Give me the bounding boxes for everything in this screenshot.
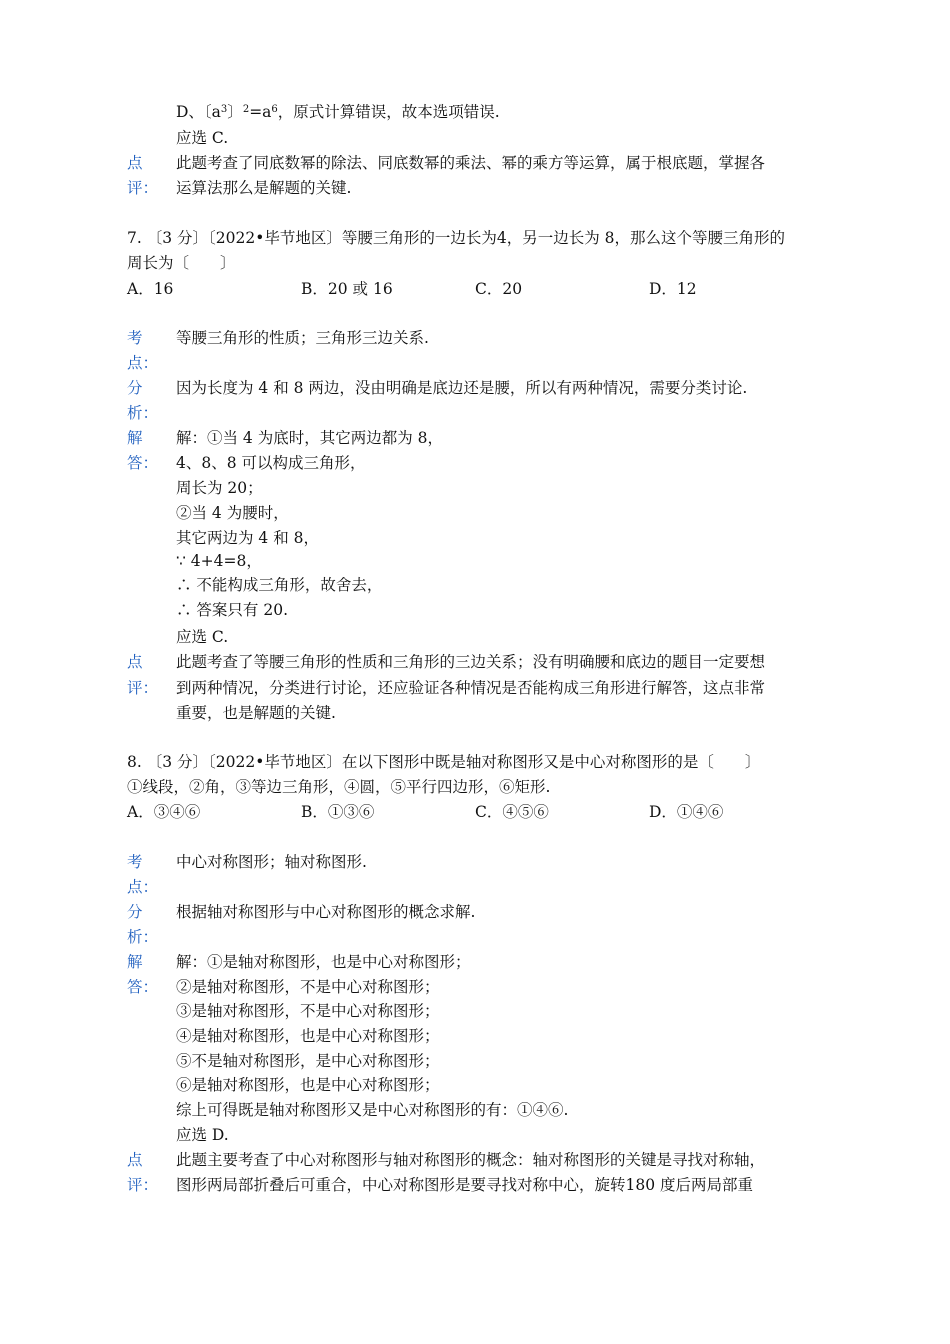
q7-comment-line: 到两种情况，分类进行讨论，还应验证各种情况是否能构成三角形进行解答，这点非常 xyxy=(176,679,766,697)
fenxi-label: 分 xyxy=(127,379,143,397)
q7-solution-line: 解：①当 4 为底时，其它两边都为 8， xyxy=(176,429,444,447)
q7-solution-line: 周长为 20； xyxy=(176,479,263,497)
kaodian-label: 点： xyxy=(127,878,159,896)
top-answer: 应选 C. xyxy=(176,129,229,147)
q8-option-a: A．③④⑥ xyxy=(127,803,201,821)
q8-solution-line: 应选 D. xyxy=(176,1126,229,1144)
comment-label: 评： xyxy=(127,179,159,197)
jieda-label: 解 xyxy=(127,953,143,971)
q8-option-d: D．①④⑥ xyxy=(649,803,724,821)
q7-solution-line: 4、8、8 可以构成三角形， xyxy=(176,454,366,472)
dianping-label: 点 xyxy=(127,653,143,671)
dianping-label: 评： xyxy=(127,1176,159,1194)
q8-solution-line: ⑥是轴对称图形，也是中心对称图形； xyxy=(176,1076,440,1094)
jieda-label: 答： xyxy=(127,978,159,996)
fenxi-label: 析： xyxy=(127,404,159,422)
q7-fenxi: 因为长度为 4 和 8 两边，没由明确是底边还是腰，所以有两种情况，需要分类讨论. xyxy=(176,379,748,397)
q8-comment-line: 图形两局部折叠后可重合，中心对称图形是要寻找对称中心，旋转180 度后两局部重 xyxy=(176,1176,754,1194)
q7-kaodian: 等腰三角形的性质；三角形三边关系. xyxy=(176,329,429,347)
q8-option-b: B．①③⑥ xyxy=(301,803,375,821)
q8-comment-line: 此题主要考查了中心对称图形与轴对称图形的概念：轴对称图形的关键是寻找对称轴， xyxy=(176,1151,766,1169)
q7-stem: 周长为〔 〕 xyxy=(127,254,236,272)
comment-label: 点 xyxy=(127,154,143,172)
q8-stem: 8. 〔3 分〕〔2022•毕节地区〕在以下图形中既是轴对称图形又是中心对称图形的是〔 〕 xyxy=(127,753,761,771)
q7-option-d: D．12 xyxy=(649,280,697,298)
q8-solution-line: 综上可得既是轴对称图形又是中心对称图形的有：①④⑥. xyxy=(176,1101,569,1119)
option-d-explanation: D、〔$a^3$〕$^2=a^6$，原式计算错误，故本选项错误. xyxy=(176,103,500,121)
q7-solution-line: ②当 4 为腰时， xyxy=(176,504,289,522)
q7-solution-line: 应选 C. xyxy=(176,628,229,646)
q8-stem: ①线段，②角，③等边三角形，④圆，⑤平行四边形，⑥矩形. xyxy=(127,778,551,796)
fenxi-label: 析： xyxy=(127,928,159,946)
fenxi-label: 分 xyxy=(127,903,143,921)
q7-option-b: B．20 或 16 xyxy=(301,280,393,298)
kaodian-label: 考 xyxy=(127,853,143,871)
q7-solution-line: ∵ 4+4=8， xyxy=(176,552,262,570)
q7-option-c: C．20 xyxy=(475,280,523,298)
jieda-label: 答： xyxy=(127,454,159,472)
q7-solution-line: ∴ 不能构成三角形，故舍去， xyxy=(176,576,383,594)
q8-kaodian: 中心对称图形；轴对称图形. xyxy=(176,853,367,871)
jieda-label: 解 xyxy=(127,429,143,447)
q8-fenxi: 根据轴对称图形与中心对称图形的概念求解. xyxy=(176,903,476,921)
q8-solution-line: ⑤不是轴对称图形，是中心对称图形； xyxy=(176,1052,440,1070)
q8-solution-line: ④是轴对称图形，也是中心对称图形； xyxy=(176,1027,440,1045)
q7-comment-line: 重要，也是解题的关键. xyxy=(176,704,336,722)
q7-solution-line: ∴ 答案只有 20. xyxy=(176,601,289,619)
comment-text: 运算法那么是解题的关键. xyxy=(176,179,352,197)
q8-solution-line: 解：①是轴对称图形，也是中心对称图形； xyxy=(176,953,471,971)
q7-option-a: A．16 xyxy=(127,280,174,298)
kaodian-label: 考 xyxy=(127,329,143,347)
kaodian-label: 点： xyxy=(127,354,159,372)
q8-option-c: C．④⑤⑥ xyxy=(475,803,549,821)
comment-text: 此题考查了同底数幂的除法、同底数幂的乘法、幂的乘方等运算，属于根底题，掌握各 xyxy=(176,154,766,172)
q8-solution-line: ③是轴对称图形，不是中心对称图形； xyxy=(176,1002,440,1020)
q7-stem: 7. 〔3 分〕〔2022•毕节地区〕等腰三角形的一边长为4，另一边长为 8，那么这个等腰三角形的 xyxy=(127,229,785,247)
q8-solution-line: ②是轴对称图形，不是中心对称图形； xyxy=(176,978,440,996)
q7-comment-line: 此题考查了等腰三角形的性质和三角形的三边关系；没有明确腰和底边的题目一定要想 xyxy=(176,653,766,671)
dianping-label: 点 xyxy=(127,1151,143,1169)
q7-solution-line: 其它两边为 4 和 8， xyxy=(176,529,320,547)
dianping-label: 评： xyxy=(127,679,159,697)
